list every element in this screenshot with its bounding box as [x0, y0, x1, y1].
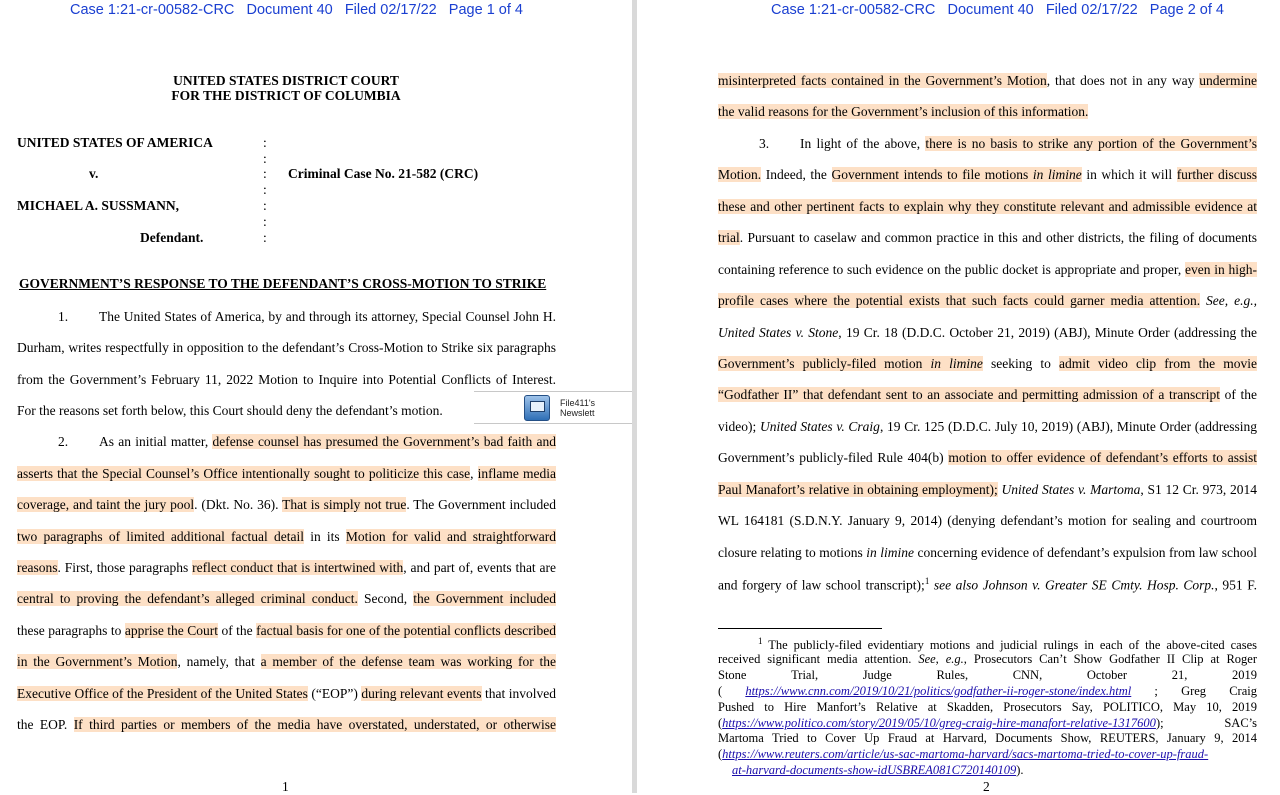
text-run: , that does not in any way: [1046, 73, 1200, 88]
text-run: , Prosecutors Can’t Show Godfather II Clip at Roger: [963, 652, 1257, 666]
text-run: , namely, that: [177, 654, 261, 669]
citation-link[interactable]: https://www.cnn.com/2019/10/21/politics/godfather-ii-roger-stone/index.html: [745, 684, 1132, 698]
caption-colon: :: [263, 166, 267, 181]
citation-link[interactable]: https://www.politico.com/story/2019/05/10/greg-craig-hire-manafort-relative-1317600: [722, 716, 1156, 730]
text-run: , 19 Cr. 18 (D.D.C. October 21, 2019) (ABJ), Minute Order (addressing the: [838, 325, 1257, 340]
text-run: The United States of America, by and through its attorney, Special Counsel John H.: [99, 309, 556, 324]
citation-link[interactable]: https://www.reuters.com/article/us-sac-martoma-harvard/sacs-martoma-tried-to-cover-up-fraud-: [722, 747, 1209, 761]
text-run: these and other pertinent facts to explain why they constitute relevant and admissible evidence at: [718, 199, 1257, 214]
text-line: [17, 403, 443, 419]
text-run: . The Government included: [406, 497, 556, 512]
text-line: [718, 104, 1088, 120]
citation-link[interactable]: at-harvard-documents-show-idUSBREA081C720140109: [732, 763, 1017, 777]
text-line: [718, 482, 1257, 498]
text-run: CNN,: [1012, 668, 1043, 682]
text-line: [17, 560, 556, 576]
text-run: Second,: [357, 591, 414, 606]
text-line: [718, 545, 1257, 561]
text-run: these paragraphs to: [17, 623, 125, 638]
text-run: from the Government’s February 11, 2022 Motion to Inquire into Potential Conflicts of Interest.: [17, 372, 556, 387]
text-run: apprise the Court: [124, 623, 219, 638]
text-run: Stone: [718, 668, 747, 682]
text-run: during relevant events: [361, 686, 482, 701]
footnote-marker: 1: [924, 576, 930, 586]
text-run: If third parties or members of the media have overstated, understated, or otherwise: [73, 717, 557, 732]
text-run: , 951 F.: [1214, 577, 1257, 593]
caption-colon: :: [263, 182, 267, 197]
text-line: [17, 529, 556, 545]
text-line: [718, 513, 1257, 529]
text-run: . (Dkt. No. 36).: [194, 497, 283, 512]
text-line: [718, 419, 1257, 435]
text-run: ).: [1016, 763, 1024, 777]
page-1: [0, 0, 632, 793]
text-line: [58, 309, 556, 325]
page-number: 1: [282, 779, 289, 793]
text-run: asserts that the Special Counsel’s Office intentionally sought to politicize this case: [17, 466, 471, 481]
text-run: central to proving the defendant’s alleged criminal conduct.: [17, 591, 358, 606]
text-line: [718, 293, 1257, 309]
text-line: [17, 466, 556, 482]
caption-colon: :: [263, 198, 267, 213]
text-run: United States v. Craig: [759, 419, 880, 434]
text-run: see also Johnson v. Greater SE Cmty. Hosp. Corp.: [933, 577, 1215, 593]
text-run: Trial,: [791, 668, 819, 682]
text-line: [17, 591, 556, 607]
footnote-line: [718, 731, 1257, 746]
text-run: in the Government’s Motion: [17, 654, 178, 669]
text-line: [718, 230, 1257, 246]
text-run: October: [1086, 668, 1128, 682]
text-line: [58, 434, 556, 450]
paragraph-number: 1.: [58, 309, 69, 324]
caption-plaintiff: UNITED STATES OF AMERICA: [17, 135, 213, 150]
text-line: [718, 576, 1257, 594]
text-line: [17, 372, 556, 388]
footnote-line: [718, 747, 1257, 762]
footnote-rule: [718, 628, 882, 629]
text-run: further discuss: [1176, 167, 1258, 182]
text-run: . Pursuant to caselaw and common practice in this and other districts, the filing of documents: [739, 230, 1257, 245]
text-run: Pushed to Hire Manfort’s Relative at Skadden, Prosecutors Say, POLITICO, May 10, 2019: [718, 700, 1257, 714]
footnote-line: [732, 763, 1024, 778]
text-run: “Godfather II” that defendant sent to an associate and permitting admission of a transcript: [718, 387, 1220, 402]
text-run: defense counsel has presumed the Government’s bad faith and: [212, 434, 556, 449]
text-line: [17, 686, 556, 702]
computer-icon: [524, 395, 550, 421]
text-run: (“EOP”): [307, 686, 362, 701]
text-run: profile cases where the potential exists that such facts could garner media attention.: [718, 293, 1201, 308]
text-run: in limine: [866, 545, 915, 560]
text-run: closure relating to motions: [718, 545, 867, 560]
caption-colon: :: [263, 151, 267, 166]
newsletter-widget[interactable]: [474, 391, 632, 424]
caption-versus: v.: [89, 166, 99, 181]
text-run: undermine: [1199, 73, 1257, 88]
text-run: Motion for valid and straightforward: [345, 529, 556, 544]
text-run: video);: [718, 419, 757, 434]
footnote-line: [718, 668, 1257, 683]
text-run: In light of the above,: [800, 136, 926, 151]
text-line: [718, 325, 1257, 341]
text-run: Government’s publicly-filed Rule 404(b): [718, 450, 949, 465]
footnote-line: [758, 636, 1257, 653]
text-run: Executive Office of the President of the United States: [17, 686, 308, 701]
footnote-line: [718, 652, 1257, 667]
text-run: United States v. Martoma: [1001, 482, 1141, 497]
text-run: (: [718, 684, 723, 698]
text-run: 2019: [1231, 668, 1257, 682]
footnote-line: [718, 684, 1257, 699]
text-run: For the reasons set forth below, this Court should deny the defendant’s motion.: [17, 403, 443, 418]
text-run: trial: [718, 230, 740, 245]
text-run: there is no basis to strike any portion of the Government’s: [925, 136, 1257, 151]
page-header: Case 1:21-cr-00582-CRC Document 40 Filed 02/17/22 Page 2 of 4: [771, 2, 1224, 18]
text-run: Craig: [1229, 684, 1257, 698]
text-run: concerning evidence of defendant’s expulsion from law school: [914, 545, 1257, 560]
text-run: the valid reasons for the Government’s inclusion of this information.: [718, 104, 1089, 119]
text-run: See, e.g.: [918, 652, 964, 666]
footnote-line: [718, 716, 1257, 731]
paragraph-number: 2.: [58, 434, 69, 449]
text-run: of the: [218, 623, 257, 638]
text-run: , 19 Cr. 125 (D.D.C. July 10, 2019) (ABJ), Minute Order (addressing: [879, 419, 1258, 434]
text-run: , S1 12 Cr. 973, 2014: [1140, 482, 1258, 497]
text-run: Paul Manafort’s relative in obtaining employment);: [718, 482, 998, 497]
text-run: two paragraphs of limited additional factual detail: [17, 529, 304, 544]
text-run: the EOP.: [17, 717, 68, 732]
text-line: [718, 387, 1257, 403]
text-run: The publicly-filed evidentiary motions and judicial rulings in each of the above-cited cases: [762, 638, 1257, 653]
text-run: ;: [1154, 684, 1158, 698]
text-run: a member of the defense team was working for the: [260, 654, 556, 669]
text-run: inflame media: [477, 466, 556, 481]
text-line: [17, 497, 556, 513]
caption-colon: :: [263, 214, 267, 229]
text-run: Martoma Tried to Cover Up Fraud at Harvard, Documents Show, REUTERS, January 9, 2014: [718, 731, 1257, 745]
text-run: of the: [1219, 387, 1257, 402]
footnote-line: [718, 700, 1257, 715]
text-line: [17, 623, 556, 639]
text-run: Greg: [1181, 684, 1207, 698]
court-name: UNITED STATES DISTRICT COURT: [173, 73, 399, 88]
text-run: seeking to: [982, 356, 1059, 371]
text-run: and forgery of law school transcript);: [718, 577, 925, 593]
text-line: [718, 73, 1257, 89]
page-header: Case 1:21-cr-00582-CRC Document 40 Filed 02/17/22 Page 1 of 4: [70, 2, 523, 18]
text-line: [718, 167, 1257, 183]
text-line: [17, 654, 556, 670]
caption-colon: :: [263, 230, 267, 245]
text-run: in its: [303, 529, 346, 544]
caption-defendant-label: Defendant.: [140, 230, 204, 245]
text-run: reflect conduct that is intertwined with: [192, 560, 404, 575]
text-run: Indeed, the: [761, 167, 832, 182]
text-run: reasons: [17, 560, 58, 575]
case-number: Criminal Case No. 21-582 (CRC): [288, 166, 479, 181]
court-district: FOR THE DISTRICT OF COLUMBIA: [171, 88, 401, 103]
text-run: that involved: [481, 686, 556, 701]
text-run: 21,: [1171, 668, 1188, 682]
text-run: even in high-: [1185, 262, 1257, 277]
text-line: [17, 340, 556, 356]
text-run: As an initial matter,: [99, 434, 213, 449]
text-run: containing reference to such evidence on the public docket is appropriate and proper,: [718, 262, 1185, 277]
text-run: Judge: [862, 668, 892, 682]
text-line: [718, 262, 1257, 278]
text-run: Government intends to file motions: [831, 167, 1033, 182]
text-run: WL 164181 (S.D.N.Y. January 9, 2014) (denying defendant’s motion for sealing and courtroom: [718, 513, 1257, 528]
text-run: Durham, writes respectfully in opposition to the defendant’s Cross-Motion to Strike six paragraphs: [17, 340, 556, 355]
text-run: in limine: [930, 356, 983, 371]
text-run: Rules,: [936, 668, 969, 682]
text-run: Motion.: [718, 167, 762, 182]
text-run: the Government included: [413, 591, 556, 606]
text-run: United States v. Stone: [718, 325, 839, 340]
text-line: [759, 136, 1257, 152]
text-run: , and part of, events that are: [403, 560, 557, 575]
text-run: That is simply not true: [282, 497, 407, 512]
newsletter-label: File411's Newslett: [559, 397, 596, 418]
text-run: Government’s publicly-filed motion: [718, 356, 931, 371]
text-run: ,: [470, 466, 478, 481]
page-number: 2: [983, 779, 990, 794]
text-line: [718, 356, 1257, 372]
document-heading: GOVERNMENT’S RESPONSE TO THE DEFENDANT’S CROSS-MOTION TO STRIKE: [19, 276, 547, 291]
text-run: misinterpreted facts contained in the Government’s Motion: [718, 73, 1047, 88]
text-run: admit video clip from the movie: [1058, 356, 1257, 371]
text-run: See, e.g.,: [1206, 293, 1257, 308]
text-line: [17, 717, 556, 733]
text-run: motion to offer evidence of defendant’s efforts to assist: [948, 450, 1257, 465]
text-line: [718, 199, 1257, 215]
text-run: received significant media attention.: [718, 652, 919, 666]
text-run: (: [718, 716, 723, 730]
text-run: coverage, and taint the jury pool: [17, 497, 195, 512]
text-run: factual basis for one of the potential conflicts described: [256, 623, 556, 638]
footnote-marker: 1: [758, 636, 763, 646]
text-run: in which it will: [1081, 167, 1177, 182]
text-run: ); SAC’s: [1155, 716, 1257, 730]
text-run: in limine: [1032, 167, 1082, 182]
text-line: [718, 450, 1257, 466]
text-run: . First, those paragraphs: [57, 560, 193, 575]
text-run: [67, 717, 73, 732]
text-run: (: [718, 747, 723, 761]
caption-defendant: MICHAEL A. SUSSMANN,: [17, 198, 180, 213]
caption-colon: :: [263, 135, 267, 150]
paragraph-number: 3.: [759, 136, 770, 151]
